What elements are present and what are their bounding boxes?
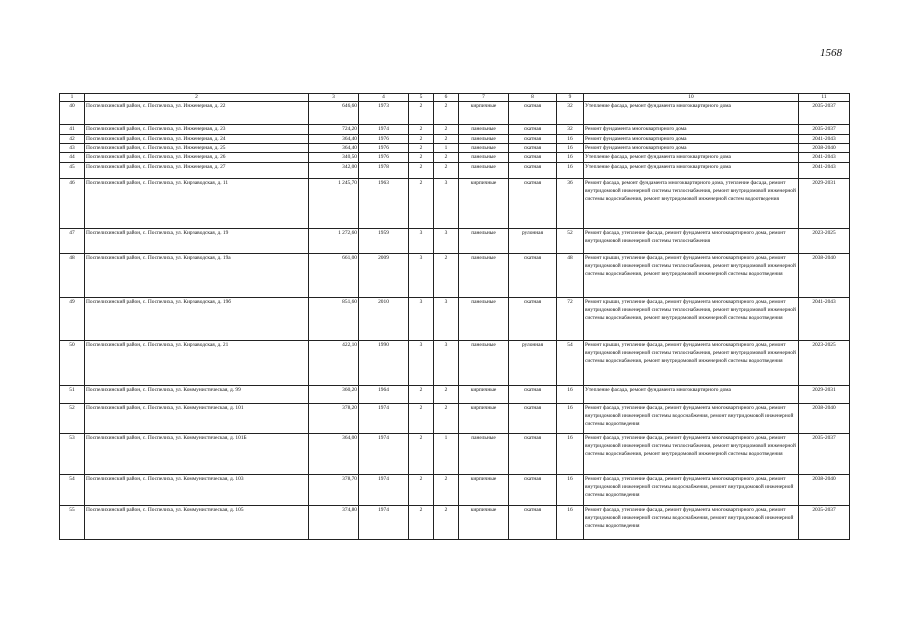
cell-year: 1974	[359, 125, 409, 135]
column-number-cell: 7	[459, 94, 509, 102]
cell-ent: 2	[434, 506, 459, 540]
cell-year: 1959	[359, 229, 409, 254]
cell-n: 46	[60, 179, 85, 229]
cell-year: 2009	[359, 254, 409, 298]
cell-period: 2035-2037	[799, 125, 850, 135]
cell-roof: скатная	[509, 506, 557, 540]
cell-n: 40	[60, 102, 85, 125]
cell-wall: панельные	[459, 298, 509, 341]
cell-addr: Поспелихинский район, с. Поспелиха, ул. Инженерная, д. 24	[85, 135, 309, 144]
cell-year: 1976	[359, 144, 409, 153]
cell-floors: 2	[409, 386, 434, 404]
cell-year: 1973	[359, 102, 409, 125]
cell-year: 1974	[359, 475, 409, 506]
cell-addr: Поспелихинский район, с. Поспелиха, ул. Инженерная, д. 23	[85, 125, 309, 135]
cell-n: 49	[60, 298, 85, 341]
cell-period: 2038-2040	[799, 254, 850, 298]
column-number-cell: 9	[557, 94, 584, 102]
cell-works: Ремонт фундамента многоквартирного дома	[584, 125, 799, 135]
cell-n: 45	[60, 163, 85, 179]
column-number-cell: 1	[60, 94, 85, 102]
cell-ent: 2	[434, 135, 459, 144]
cell-addr: Поспелихинский район, с. Поспелиха, ул. Кирзаводская, д. 19	[85, 229, 309, 254]
cell-works: Ремонт фундамента многоквартирного дома	[584, 135, 799, 144]
cell-area: 378,20	[309, 404, 359, 434]
cell-wall: панельные	[459, 153, 509, 163]
page-number: 1568	[820, 47, 842, 59]
table-row	[60, 298, 850, 341]
cell-works: Ремонт фасада, ремонт фундамента многоквартирного дома, утепление фасада, ремонт внутридомовой инженерной системы теплоснабжения, ремонт внутридомовой инженерной системы водоснабжения, ремонт внутридомовой инженерной систем водоотведения	[584, 179, 799, 229]
cell-area: 378,70	[309, 475, 359, 506]
table-row	[60, 404, 850, 434]
cell-area: 646,60	[309, 102, 359, 125]
cell-addr: Поспелихинский район, с. Поспелиха, ул. Кирзаводская, д. 11	[85, 179, 309, 229]
cell-roof: скатная	[509, 254, 557, 298]
cell-works: Утепление фасада, ремонт фундамента многоквартирного дома	[584, 163, 799, 179]
cell-n: 53	[60, 434, 85, 475]
cell-period: 2041-2043	[799, 135, 850, 144]
cell-wall: панельные	[459, 434, 509, 475]
cell-works: Ремонт крыши, утепление фасада, ремонт фундамента многоквартирного дома, ремонт внутридомовой инженерной системы теплоснабжения, ремонт внутридомовой инженерной системы водоснабжения, ремонт внутридомовой инженерной системы водоотведения	[584, 341, 799, 386]
cell-floors: 2	[409, 179, 434, 229]
cell-apts: 52	[557, 229, 584, 254]
cell-year: 1974	[359, 506, 409, 540]
cell-apts: 16	[557, 163, 584, 179]
cell-floors: 3	[409, 229, 434, 254]
table-row	[60, 229, 850, 254]
cell-addr: Поспелихинский район, с. Поспелиха, ул. Коммунистическая, д. 105	[85, 506, 309, 540]
cell-area: 374,80	[309, 506, 359, 540]
cell-wall: кирпичные	[459, 506, 509, 540]
table-row	[60, 153, 850, 163]
cell-wall: кирпичные	[459, 102, 509, 125]
table-row	[60, 144, 850, 153]
cell-floors: 2	[409, 404, 434, 434]
cell-period: 2035-2037	[799, 506, 850, 540]
table-row	[60, 254, 850, 298]
cell-area: 1 272,60	[309, 229, 359, 254]
cell-apts: 16	[557, 434, 584, 475]
cell-wall: кирпичные	[459, 404, 509, 434]
cell-area: 1 245,70	[309, 179, 359, 229]
cell-works: Ремонт крыши, утепление фасада, ремонт фундамента многоквартирного дома, ремонт внутридомовой инженерной системы теплоснабжения, ремонт внутридомовой инженерной системы водоснабжения, ремонт внутридомовой инженерной системы водоотведения	[584, 254, 799, 298]
cell-floors: 2	[409, 135, 434, 144]
cell-area: 364,40	[309, 144, 359, 153]
cell-n: 44	[60, 153, 85, 163]
cell-area: 340,50	[309, 153, 359, 163]
cell-ent: 2	[434, 475, 459, 506]
cell-n: 43	[60, 144, 85, 153]
cell-period: 2023-2025	[799, 341, 850, 386]
cell-floors: 2	[409, 144, 434, 153]
cell-roof: скатная	[509, 102, 557, 125]
cell-floors: 2	[409, 125, 434, 135]
cell-addr: Поспелихинский район, с. Поспелиха, ул. Коммунистическая, д. 101Б	[85, 434, 309, 475]
cell-apts: 16	[557, 153, 584, 163]
cell-n: 47	[60, 229, 85, 254]
cell-apts: 16	[557, 135, 584, 144]
cell-area: 364,40	[309, 135, 359, 144]
column-number-cell: 3	[309, 94, 359, 102]
cell-year: 2010	[359, 298, 409, 341]
cell-n: 41	[60, 125, 85, 135]
cell-apts: 16	[557, 404, 584, 434]
cell-ent: 3	[434, 341, 459, 386]
cell-n: 51	[60, 386, 85, 404]
cell-ent: 3	[434, 229, 459, 254]
cell-wall: кирпичные	[459, 475, 509, 506]
cell-ent: 2	[434, 254, 459, 298]
cell-year: 1976	[359, 135, 409, 144]
cell-apts: 16	[557, 475, 584, 506]
cell-roof: скатная	[509, 153, 557, 163]
cell-apts: 16	[557, 144, 584, 153]
cell-period: 2029-2031	[799, 386, 850, 404]
cell-area: 851,60	[309, 298, 359, 341]
table-row	[60, 341, 850, 386]
cell-apts: 72	[557, 298, 584, 341]
table-row	[60, 434, 850, 475]
cell-roof: скатная	[509, 434, 557, 475]
cell-roof: скатная	[509, 144, 557, 153]
cell-addr: Поспелихинский район, с. Поспелиха, ул. Коммунистическая, д. 101	[85, 404, 309, 434]
cell-wall: панельные	[459, 125, 509, 135]
column-number-cell: 11	[799, 94, 850, 102]
cell-wall: панельные	[459, 254, 509, 298]
cell-ent: 2	[434, 386, 459, 404]
cell-wall: панельные	[459, 163, 509, 179]
cell-roof: скатная	[509, 179, 557, 229]
table-row	[60, 179, 850, 229]
cell-ent: 2	[434, 102, 459, 125]
cell-addr: Поспелихинский район, с. Поспелиха, ул. Инженерная, д. 27	[85, 163, 309, 179]
cell-works: Утепление фасада, ремонт фундамента многоквартирного дома	[584, 386, 799, 404]
cell-period: 2038-2040	[799, 475, 850, 506]
cell-floors: 3	[409, 341, 434, 386]
cell-addr: Поспелихинский район, с. Поспелиха, ул. Коммунистическая, д. 99	[85, 386, 309, 404]
cell-year: 1990	[359, 341, 409, 386]
cell-apts: 32	[557, 102, 584, 125]
cell-period: 2041-2043	[799, 153, 850, 163]
cell-works: Утепление фасада, ремонт фундамента многоквартирного дома	[584, 153, 799, 163]
cell-n: 55	[60, 506, 85, 540]
cell-year: 1974	[359, 404, 409, 434]
column-number-cell: 4	[359, 94, 409, 102]
cell-roof: скатная	[509, 125, 557, 135]
cell-addr: Поспелихинский район, с. Поспелиха, ул. Инженерная, д. 26	[85, 153, 309, 163]
cell-works: Ремонт фасада, утепление фасада, ремонт фундамента многоквартирного дома, ремонт внутридомовой инженерной системы теплоснабжения	[584, 229, 799, 254]
cell-roof: скатная	[509, 475, 557, 506]
cell-area: 360,20	[309, 386, 359, 404]
cell-n: 52	[60, 404, 85, 434]
cell-apts: 54	[557, 341, 584, 386]
cell-roof: скатная	[509, 386, 557, 404]
cell-floors: 2	[409, 434, 434, 475]
cell-apts: 36	[557, 179, 584, 229]
cell-ent: 1	[434, 434, 459, 475]
cell-n: 48	[60, 254, 85, 298]
table-row	[60, 125, 850, 135]
cell-period: 2023-2025	[799, 229, 850, 254]
cell-works: Ремонт фасада, утепление фасада, ремонт фундамента многоквартирного дома, ремонт внутридомовой инженерной системы водоснабжения, ремонт внутридомовой инженерной системы водоотведения	[584, 404, 799, 434]
cell-roof: скатная	[509, 298, 557, 341]
cell-area: 661,00	[309, 254, 359, 298]
cell-wall: панельные	[459, 135, 509, 144]
cell-year: 1963	[359, 179, 409, 229]
cell-n: 54	[60, 475, 85, 506]
cell-wall: кирпичные	[459, 386, 509, 404]
table-row	[60, 135, 850, 144]
cell-works: Ремонт фасада, утепление фасада, ремонт фундамента многоквартирного дома, ремонт внутридомовой инженерной системы водоснабжения, ремонт внутридомовой инженерной системы водоотведения	[584, 506, 799, 540]
cell-addr: Поспелихинский район, с. Поспелиха, ул. Коммунистическая, д. 103	[85, 475, 309, 506]
cell-works: Ремонт фасада, утепление фасада, ремонт фундамента многоквартирного дома, ремонт внутридомовой инженерной системы теплоснабжения, ремонт внутридомовой инженерной системы водоснабжения, ремонт внутридомовой инженерной системы водоотведения	[584, 434, 799, 475]
cell-roof: рулонная	[509, 341, 557, 386]
cell-apts: 32	[557, 125, 584, 135]
table-row	[60, 475, 850, 506]
cell-period: 2038-2040	[799, 144, 850, 153]
cell-roof: рулонная	[509, 229, 557, 254]
cell-apts: 16	[557, 386, 584, 404]
cell-period: 2035-2037	[799, 102, 850, 125]
cell-ent: 3	[434, 298, 459, 341]
housing-register-table	[59, 93, 850, 540]
cell-year: 1964	[359, 386, 409, 404]
table-row	[60, 163, 850, 179]
cell-ent: 2	[434, 153, 459, 163]
cell-apts: 48	[557, 254, 584, 298]
cell-floors: 3	[409, 254, 434, 298]
cell-apts: 16	[557, 506, 584, 540]
cell-roof: скатная	[509, 163, 557, 179]
cell-period: 2041-2043	[799, 163, 850, 179]
cell-period: 2041-2043	[799, 298, 850, 341]
cell-area: 364,00	[309, 434, 359, 475]
column-number-cell: 5	[409, 94, 434, 102]
cell-wall: панельные	[459, 341, 509, 386]
column-number-row	[60, 94, 850, 102]
cell-floors: 2	[409, 506, 434, 540]
cell-area: 422,10	[309, 341, 359, 386]
cell-year: 1976	[359, 153, 409, 163]
cell-addr: Поспелихинский район, с. Поспелиха, ул. Инженерная, д. 25	[85, 144, 309, 153]
column-number-cell: 10	[584, 94, 799, 102]
cell-works: Ремонт фасада, утепление фасада, ремонт фундамента многоквартирного дома, ремонт внутридомовой инженерной системы водоснабжения, ремонт внутридомовой инженерной системы водоотведения	[584, 475, 799, 506]
column-number-cell: 2	[85, 94, 309, 102]
cell-ent: 2	[434, 125, 459, 135]
cell-addr: Поспелихинский район, с. Поспелиха, ул. Кирзаводская, д. 19б	[85, 298, 309, 341]
column-number-cell: 8	[509, 94, 557, 102]
cell-works: Ремонт фундамента многоквартирного дома	[584, 144, 799, 153]
cell-year: 1974	[359, 434, 409, 475]
cell-ent: 2	[434, 404, 459, 434]
cell-year: 1978	[359, 163, 409, 179]
table-row	[60, 102, 850, 125]
cell-area: 342,00	[309, 163, 359, 179]
cell-floors: 2	[409, 163, 434, 179]
cell-roof: скатная	[509, 135, 557, 144]
cell-ent: 1	[434, 144, 459, 153]
table-row	[60, 506, 850, 540]
cell-n: 42	[60, 135, 85, 144]
table-row	[60, 386, 850, 404]
cell-roof: скатная	[509, 404, 557, 434]
cell-floors: 3	[409, 298, 434, 341]
cell-period: 2029-2031	[799, 179, 850, 229]
cell-period: 2035-2037	[799, 434, 850, 475]
cell-floors: 2	[409, 102, 434, 125]
cell-n: 50	[60, 341, 85, 386]
cell-floors: 2	[409, 153, 434, 163]
cell-wall: панельные	[459, 229, 509, 254]
cell-addr: Поспелихинский район, с. Поспелиха, ул. Инженерная, д. 22	[85, 102, 309, 125]
column-number-cell: 6	[434, 94, 459, 102]
cell-addr: Поспелихинский район, с. Поспелиха, ул. Кирзаводская, д. 19а	[85, 254, 309, 298]
cell-ent: 3	[434, 179, 459, 229]
cell-works: Утепление фасада, ремонт фундамента многоквартирного дома	[584, 102, 799, 125]
cell-period: 2038-2040	[799, 404, 850, 434]
cell-floors: 2	[409, 475, 434, 506]
cell-works: Ремонт крыши, утепление фасада, ремонт фундамента многоквартирного дома, ремонт внутридомовой инженерной системы теплоснабжения, ремонт внутридомовой инженерной системы водоснабжения, ремонт внутридомовой инженерной системы водоотведения	[584, 298, 799, 341]
cell-wall: кирпичные	[459, 179, 509, 229]
cell-area: 724,20	[309, 125, 359, 135]
cell-ent: 2	[434, 163, 459, 179]
cell-wall: панельные	[459, 144, 509, 153]
cell-addr: Поспелихинский район, с. Поспелиха, ул. Кирзаводская, д. 21	[85, 341, 309, 386]
